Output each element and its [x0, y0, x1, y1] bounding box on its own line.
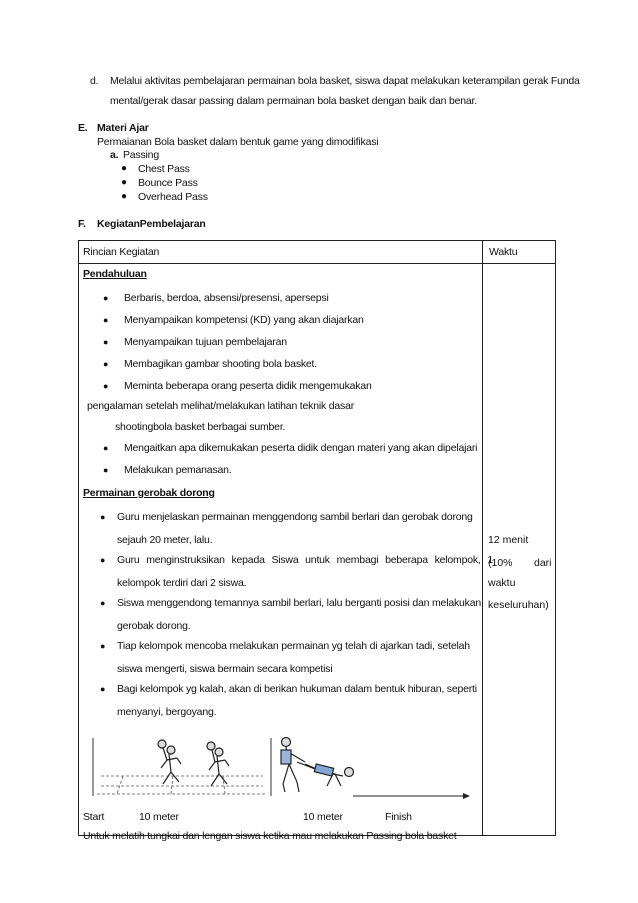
passing-item: Bounce Pass — [138, 177, 198, 189]
bullet-icon: ● — [103, 443, 109, 453]
activity-table — [78, 240, 556, 842]
game-title: Permainan gerobak dorong — [83, 487, 215, 499]
section-e-marker: E. — [78, 122, 88, 134]
figure-label-finish: Finish — [385, 811, 412, 823]
bullet-icon: ● — [100, 555, 106, 565]
figure-label-distance-2: 10 meter — [303, 811, 343, 823]
section-e-sub-title: Passing — [123, 149, 159, 161]
item-d-line2: mental/gerak dasar passing dalam permainan bola basket dengan baik dan benar. — [110, 95, 477, 107]
list-item-continuation: siswa mengerti, siswa bermain secara kompetisi — [117, 663, 333, 675]
item-d-line1: Melalui aktivitas pembelajaran permainan bola basket, siswa dapat melakukan keterampilan gerak Funda — [110, 75, 580, 87]
list-item: Melakukan pemanasan. — [124, 464, 232, 476]
wheelbarrow-figure — [281, 738, 354, 793]
header-activity: Rincian Kegiatan — [83, 246, 160, 258]
bullet-icon: ● — [100, 512, 106, 522]
bullet-icon: ● — [121, 163, 128, 174]
bullet-icon: ● — [103, 359, 109, 369]
time-cell — [483, 264, 556, 836]
activity-cell — [79, 264, 493, 842]
list-item-continuation: kelompok terdiri dari 2 siswa. — [117, 577, 247, 589]
section-e-desc: Permaianan Bola basket dalam bentuk game yang dimodifikasi — [97, 136, 379, 148]
bullet-icon: ● — [103, 315, 109, 325]
time-waktu: waktu — [488, 577, 516, 589]
list-item-continuation: sejauh 20 meter, lalu. — [117, 534, 213, 546]
piggyback-figure — [158, 740, 181, 784]
list-item: Meminta beberapa orang peserta didik mengemukakan — [124, 380, 372, 392]
passing-item: Chest Pass — [138, 163, 190, 175]
list-item: Menyampaikan kompetensi (KD) yang akan diajarkan — [124, 314, 364, 326]
bullet-icon: ● — [103, 337, 109, 347]
header-activity-cell — [79, 241, 483, 264]
bullet-icon: ● — [121, 191, 128, 202]
figure-label-start: Start — [83, 811, 105, 823]
list-item: Mengaitkan apa dikemukakan peserta didik dengan materi yang akan dipelajari — [124, 442, 478, 454]
time-percent: (10% — [488, 557, 513, 569]
bullet-icon: ● — [100, 598, 106, 608]
bullet-icon: ● — [100, 641, 106, 651]
list-item: Guru menjelaskan permainan menggendong sambil berlari dan gerobak dorong — [117, 511, 473, 523]
bullet-icon: ● — [103, 465, 109, 475]
bullet-icon: ● — [103, 381, 109, 391]
list-item-continuation: pengalaman setelah melihat/melakukan latihan teknik dasar — [87, 400, 355, 412]
piggyback-figure — [207, 742, 229, 786]
section-e-sub-marker: a. — [110, 149, 119, 161]
section-f-title: KegiatanPembelajaran — [97, 218, 206, 230]
list-item: Siswa menggendong temannya sambil berlari, lalu berganti posisi dan melakukan — [117, 597, 481, 609]
table-header-row — [79, 241, 556, 264]
list-item: Tiap kelompok mencoba melakukan permainan yg telah di ajarkan tadi, setelah — [117, 640, 470, 652]
pendahuluan-title: Pendahuluan — [83, 268, 147, 280]
header-time: Waktu — [489, 246, 518, 258]
list-item-continuation: menyanyi, bergoyang. — [117, 706, 217, 718]
list-item: Bagi kelompok yg kalah, akan di berikan hukuman dalam bentuk hiburan, seperti — [117, 683, 477, 695]
gerobak-dorong-illustration — [83, 734, 479, 806]
list-item: Menyampaikan tujuan pembelajaran — [124, 336, 287, 348]
item-d-marker: d. — [90, 75, 99, 87]
list-item: Berbaris, berdoa, absensi/presensi, apersepsi — [124, 292, 329, 304]
list-item: Membagikan gambar shooting bola basket. — [124, 358, 317, 370]
figure-caption: Untuk melatih tungkai dan lengan siswa ketika mau melakukan Passing bola basket — [83, 830, 457, 842]
time-duration: 12 menit — [488, 534, 529, 546]
time-dari: dari — [534, 557, 552, 569]
header-time-cell — [483, 241, 556, 264]
list-item: Guru menginstruksikan kepada Siswa untuk membagi beberapa kelompok, 1 — [117, 554, 493, 566]
bullet-icon: ● — [100, 684, 106, 694]
table-body-row — [79, 264, 556, 836]
time-keseluruhan: keseluruhan) — [488, 599, 549, 611]
passing-item: Overhead Pass — [138, 191, 208, 203]
list-item-continuation: gerobak dorong. — [117, 620, 191, 632]
section-e-title: Materi Ajar — [97, 122, 149, 134]
section-f-marker: F. — [78, 218, 86, 230]
list-item-continuation: shootingbola basket berbagai sumber. — [115, 421, 286, 433]
figure-label-distance-1: 10 meter — [139, 811, 179, 823]
bullet-icon: ● — [103, 293, 109, 303]
bullet-icon: ● — [121, 177, 128, 188]
